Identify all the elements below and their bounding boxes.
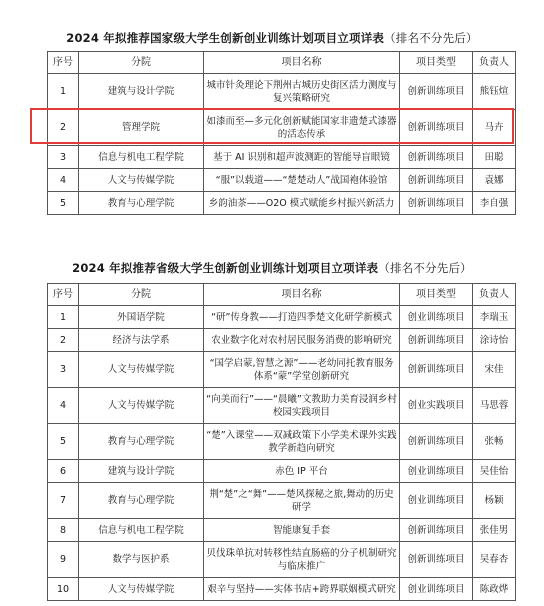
cell-leader: 张佳男	[473, 519, 516, 542]
cell-type: 创新训练项目	[400, 146, 473, 169]
cell-type: 创新训练项目	[400, 74, 473, 110]
cell-type: 创业训练项目	[400, 460, 473, 483]
cell-project: 城市针灸理论下荆州古城历史街区活力测度与复兴策略研究	[204, 74, 400, 110]
cell-index: 5	[48, 424, 79, 460]
cell-leader: 涂诗怡	[473, 329, 516, 352]
table-row	[48, 329, 516, 352]
cell-college: 教育与心理学院	[79, 424, 204, 460]
cell-college: 建筑与设计学院	[79, 74, 204, 110]
table-row	[48, 74, 516, 110]
table-row	[48, 542, 516, 578]
header-leader: 负责人	[473, 52, 516, 74]
cell-project: 贝伐珠单抗对转移性结直肠癌的分子机制研究与临床推广	[204, 542, 400, 578]
cell-leader: 李自强	[473, 192, 516, 215]
cell-index: 3	[48, 352, 79, 388]
table2-title: 2024 年拟推荐省级大学生创新创业训练计划项目立项详表（排名不分先后）	[72, 261, 472, 275]
cell-index: 9	[48, 542, 79, 578]
header-college: 分院	[79, 284, 204, 306]
cell-index: 2	[48, 110, 79, 146]
cell-index: 4	[48, 388, 79, 424]
cell-project: 如漆而至—多元化创新赋能国家非遗楚式漆器的活态传承	[204, 110, 400, 146]
cell-leader: 袁娜	[473, 169, 516, 192]
cell-college: 人文与传媒学院	[79, 578, 204, 601]
cell-leader: 马思蓉	[473, 388, 516, 424]
provincial-projects-table	[47, 283, 516, 601]
header-index: 序号	[48, 284, 79, 306]
cell-leader: 李瑞玉	[473, 306, 516, 329]
cell-type: 创新训练项目	[400, 352, 473, 388]
cell-college: 人文与传媒学院	[79, 352, 204, 388]
cell-project: “向美而行”——“晨曦”文教助力美育浸润乡村校园实践项目	[204, 388, 400, 424]
cell-leader: 吴佳怡	[473, 460, 516, 483]
table-row	[48, 424, 516, 460]
cell-index: 6	[48, 460, 79, 483]
cell-project: 荆“楚”之“舞”——楚风探秘之旅,舞动的历史研学	[204, 483, 400, 519]
cell-college: 人文与传媒学院	[79, 169, 204, 192]
cell-leader: 宋佳	[473, 352, 516, 388]
table-row	[48, 306, 516, 329]
cell-leader: 田聪	[473, 146, 516, 169]
cell-type: 创业训练项目	[400, 578, 473, 601]
cell-project: 智能康复手套	[204, 519, 400, 542]
cell-college: 信息与机电工程学院	[79, 146, 204, 169]
cell-college: 信息与机电工程学院	[79, 519, 204, 542]
cell-college: 外国语学院	[79, 306, 204, 329]
cell-type: 创新训练项目	[400, 169, 473, 192]
cell-project: “楚”入课堂——双减政策下小学美术课外实践教学新趋向研究	[204, 424, 400, 460]
cell-leader: 张畅	[473, 424, 516, 460]
cell-index: 1	[48, 74, 79, 110]
cell-index: 4	[48, 169, 79, 192]
cell-project: “服”以载道——“楚楚动人”战国袍体验馆	[204, 169, 400, 192]
table-row	[48, 352, 516, 388]
cell-college: 管理学院	[79, 110, 204, 146]
header-type: 项目类型	[400, 52, 473, 74]
cell-college: 人文与传媒学院	[79, 388, 204, 424]
table-header-row	[48, 284, 516, 306]
header-leader: 负责人	[473, 284, 516, 306]
cell-college: 经济与法学系	[79, 329, 204, 352]
table-row	[48, 483, 516, 519]
cell-project: 赤色 IP 平台	[204, 460, 400, 483]
cell-type: 创新训练项目	[400, 192, 473, 215]
cell-type: 创业训练项目	[400, 483, 473, 519]
header-project: 项目名称	[204, 52, 400, 74]
table-row	[48, 388, 516, 424]
table1-title: 2024 年拟推荐国家级大学生创新创业训练计划项目立项详表（排名不分先后）	[66, 31, 478, 45]
cell-project: 乡韵油茶——O2O 模式赋能乡村振兴新活力	[204, 192, 400, 215]
cell-type: 创新训练项目	[400, 519, 473, 542]
cell-type: 创业训练项目	[400, 306, 473, 329]
cell-leader: 吴春杏	[473, 542, 516, 578]
cell-project: 农业数字化对农村居民服务消费的影响研究	[204, 329, 400, 352]
cell-index: 7	[48, 483, 79, 519]
cell-index: 10	[48, 578, 79, 601]
cell-college: 教育与心理学院	[79, 483, 204, 519]
cell-index: 5	[48, 192, 79, 215]
cell-type: 创业实践项目	[400, 388, 473, 424]
cell-leader: 马卉	[473, 110, 516, 146]
cell-index: 8	[48, 519, 79, 542]
cell-leader: 陈政烨	[473, 578, 516, 601]
cell-type: 创新训练项目	[400, 424, 473, 460]
cell-college: 建筑与设计学院	[79, 460, 204, 483]
cell-leader: 熊钰煊	[473, 74, 516, 110]
table-row	[48, 460, 516, 483]
cell-college: 教育与心理学院	[79, 192, 204, 215]
table-row	[48, 146, 516, 169]
cell-project: 基于 AI 识别和超声波测距的智能导盲眼镜	[204, 146, 400, 169]
cell-college: 数学与医护系	[79, 542, 204, 578]
table-header-row	[48, 52, 516, 74]
cell-type: 创新训练项目	[400, 110, 473, 146]
cell-index: 3	[48, 146, 79, 169]
table-row	[48, 192, 516, 215]
table-row	[48, 169, 516, 192]
cell-project: “国学启蒙,智慧之源”——老幼同托教育服务体系“蒙”学堂创新研究	[204, 352, 400, 388]
header-college: 分院	[79, 52, 204, 74]
header-project: 项目名称	[204, 284, 400, 306]
table-row	[48, 578, 516, 601]
cell-leader: 杨颖	[473, 483, 516, 519]
cell-project: 艰辛与坚持——实体书店+跨界联姻模式研究	[204, 578, 400, 601]
cell-type: 创新训练项目	[400, 542, 473, 578]
cell-index: 1	[48, 306, 79, 329]
highlight-box	[30, 108, 514, 144]
header-type: 项目类型	[400, 284, 473, 306]
table-row	[48, 519, 516, 542]
cell-index: 2	[48, 329, 79, 352]
cell-type: 创新训练项目	[400, 329, 473, 352]
header-index: 序号	[48, 52, 79, 74]
cell-project: “研”传身教——打造四季楚文化研学新模式	[204, 306, 400, 329]
